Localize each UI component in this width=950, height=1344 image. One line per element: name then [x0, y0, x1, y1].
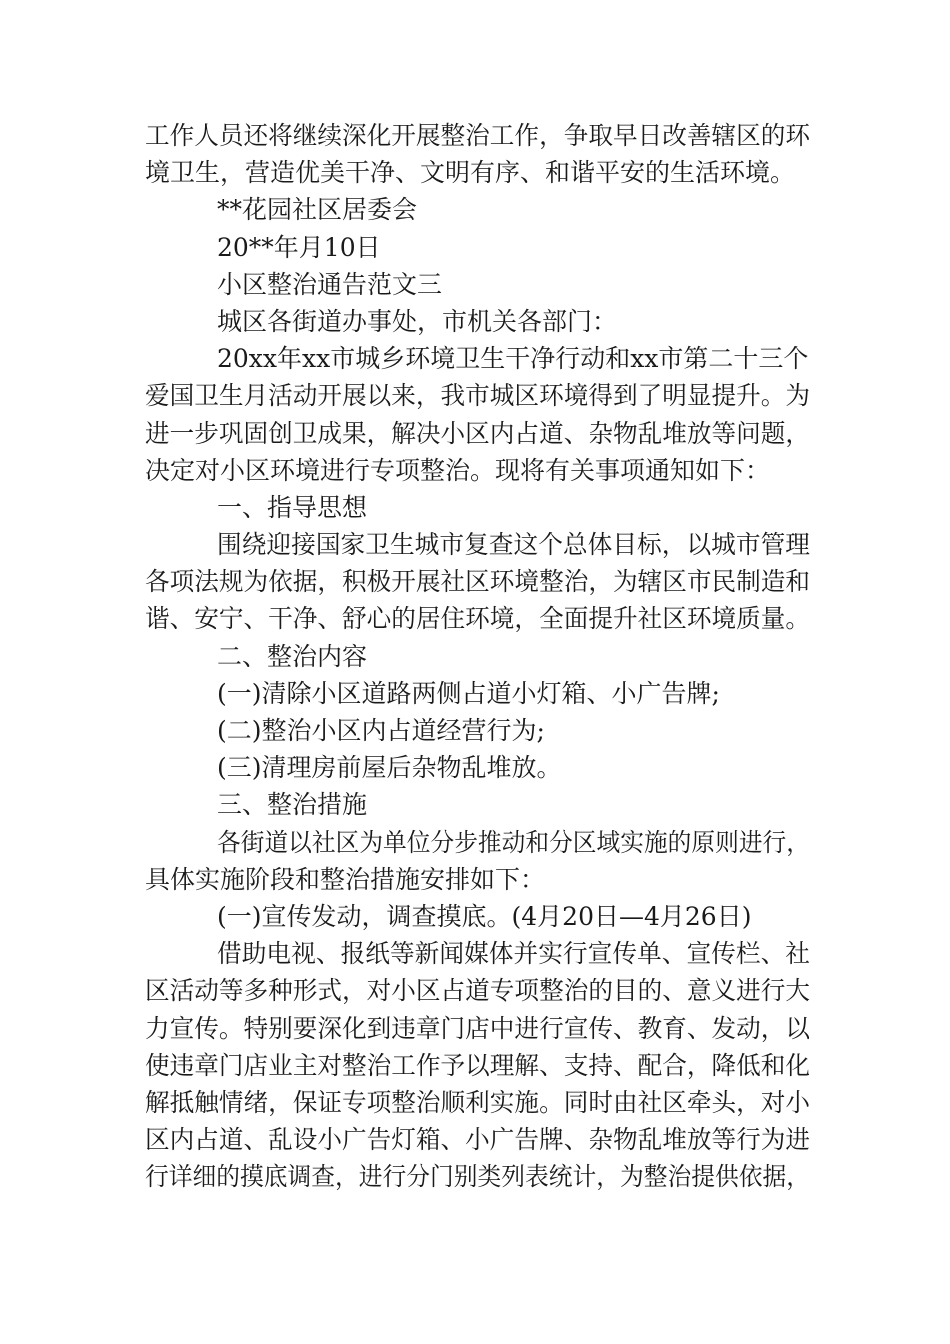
text-line: (一)清除小区道路两侧占道小灯箱、小广告牌;	[217, 678, 720, 708]
text-line: 区活动等多种形式，对小区占道专项整治的目的、意义进行大	[145, 976, 810, 1006]
text-line: 区内占道、乱设小广告灯箱、小广告牌、杂物乱堆放等行为进	[145, 1125, 810, 1155]
text-line: (二)整治小区内占道经营行为;	[217, 716, 545, 745]
text-line: 围绕迎接国家卫生城市复查这个总体目标，以城市管理	[217, 530, 810, 560]
text-line: 谐、安宁、干净、舒心的居住环境，全面提升社区环境质量。	[145, 604, 810, 634]
text-line: 二、整治内容	[217, 641, 368, 671]
text-line: 三、整治措施	[217, 790, 368, 820]
text-line: 一、指导思想	[217, 492, 368, 522]
text-line: 力宣传。特别要深化到违章门店中进行宣传、教育、发动，以	[145, 1013, 810, 1043]
text-line: 小区整治通告范文三	[217, 269, 443, 299]
text-line: 爱国卫生月活动开展以来，我市城区环境得到了明显提升。为	[145, 381, 810, 411]
text-line: 城区各街道办事处，市机关各部门：	[217, 306, 618, 336]
document-body	[145, 117, 810, 1195]
text-line: 决定对小区环境进行专项整治。现将有关事项通知如下：	[145, 455, 771, 485]
text-line: 使违章门店业主对整治工作予以理解、支持、配合，降低和化	[145, 1050, 810, 1080]
text-line: (一)宣传发动，调查摸底。(4月20日—4月26日)	[217, 901, 752, 931]
text-line: 各街道以社区为单位分步推动和分区域实施的原则进行，	[217, 827, 810, 857]
text-line: 进一步巩固创卫成果，解决小区内占道、杂物乱堆放等问题，	[145, 418, 810, 448]
text-line: 解抵触情绪，保证专项整治顺利实施。同时由社区牵头，对小	[145, 1087, 810, 1117]
text-line: 工作人员还将继续深化开展整治工作，争取早日改善辖区的环	[145, 121, 810, 150]
text-line: 行详细的摸底调查，进行分门别类列表统计，为整治提供依据，	[145, 1162, 810, 1192]
text-line: 具体实施阶段和整治措施安排如下：	[145, 864, 546, 894]
text-line: 借助电视、报纸等新闻媒体并实行宣传单、宣传栏、社	[217, 939, 810, 969]
text-line: (三)清理房前屋后杂物乱堆放。	[217, 753, 562, 783]
text-line: 各项法规为依据，积极开展社区环境整治，为辖区市民制造和	[145, 567, 810, 597]
text-line: 20**年月10日	[217, 232, 381, 262]
text-line: 20xx年xx市城乡环境卫生干净行动和xx市第二十三个	[217, 344, 809, 374]
text-line: 境卫生，营造优美干净、文明有序、和谐平安的生活环境。	[145, 158, 796, 188]
text-line: **花园社区居委会	[217, 195, 418, 225]
